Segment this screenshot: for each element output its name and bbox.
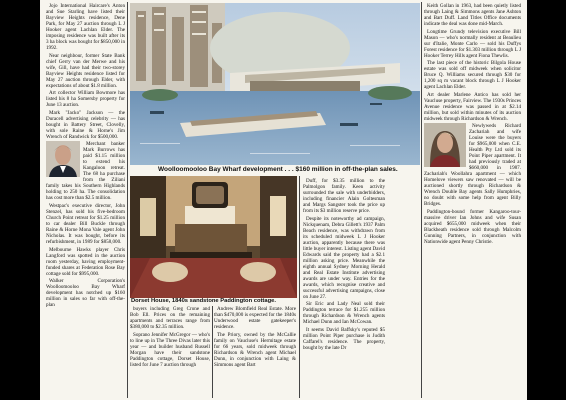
- mark-burrows-portrait: [46, 141, 80, 177]
- paragraph-stenzel: Westpac's executive director, John Stenzel, has sold his five-bedroom Church Point retreat for $1.25 million to car dealer Bill Buckle through Raine & Horne Mona Vale agent John Nicholas. It was bought, before its refurbishment, in 1989 for $858,000.: [46, 202, 125, 245]
- paragraph-gollan: Keith Gollan in 1963, had been quietly listed through Laing & Simmons agents Jane Ashton and Bart Duff. Land Titles Office documents indicate the deal was done mid-March.: [424, 3, 521, 27]
- paragraph-anton-starling: Jojo International Haircare's Anton and Sue Starling have listed their Bayview Heights residence, Dene Park, for May 27 auction through L J Hooker agent Lachlan Elder. The imposing residence was built after its 3 ha block was bought for $850,000 in 1992.: [46, 3, 125, 51]
- paragraph-jackson: Mark "Jacko" Jackson — the Duracell advertising celebrity — has bought in Battery Street, Clovelly, with sole Raine & Horne's Jim Wrench of Randwick for $500,000.: [46, 109, 125, 140]
- wharf-caption: Woolloomooloo Bay Wharf development . . . $160 million in off-the-plan sales.: [158, 166, 398, 173]
- paragraph-van-der-merwe: Near neighbour, former State Bank chief Gerry van der Merwe and his wife, Gill, have had their two-storey Bayview Heights residence listed for May 27 auction through Elder, with expectations of about $1.8 million.: [46, 52, 125, 89]
- paragraph-johns: Paddington-bound former Kangaroo-tour-massive driver Ian Johns and wife Susan acquired $655,000 midweek when their Blackheath residence sold through Malcolm Gunning Partners, in conjunction with Nationwide agent Penny Christie.: [424, 208, 521, 245]
- paragraph-mcgregor: Soprano Jennifer McGregor — who's to line up in The Three Divas later this year — and builder husband Russell Morgan have their sandstone Paddington cottage, Dorset House, listed for June 7 auction through: [130, 331, 210, 368]
- column-rule: [299, 176, 300, 398]
- paragraph-bilgola: The last piece of the historic Bilgola House estate was sold off midweek when solicitor Bruce Q. Williams secured through $30 for 1,200 sq m vacant block through L J Hooker agent Lachlan Elder.: [424, 60, 521, 91]
- paragraph-burrows: Merchant banker Mark Burrows has paid $1.15 million to extend his Kangaloon retreat. The 68 ha purchase from the Ziliani family takes his Southern Highlands holding to 250 ha. The consolidation has cost more than $2.5 million.: [46, 141, 125, 202]
- paragraph-neal: Sir Eric and Lady Neal sold their Paddington terrace for $1.255 million through Richardson & Wrench agents Michael Dunn and Ian McCowan.: [303, 301, 385, 326]
- paragraph-gillett: Despite its noteworthy ad campaign, Nickquenam, Debra Gillett's 1937 Palm Beach residence, was withdrawn from its scheduled midweek L J Hooker auction, apparently because there was little buyer interest. Listing agent David Edwards said the property had a $2.1 million asking price. Meanwhile the eighth annual Sydney Morning Herald and Real Estate Institute advertising awards are under way. Entries for the awards, which recognise creative and successful advertising campaigns, close on June 27.: [303, 215, 385, 300]
- paragraph-blomfield: Andrew Blomfield Real Estate. More than $470,000 is expected for the 1840s Underwood estate gatekeeper's residence.: [214, 306, 296, 330]
- paragraph-duff: Duff, for $3.35 million to the Palmolgon family. Keen activity surrounded the sale with underbidders, including financier Alain Goltesman and Margs Sangster took the price up from its $3 million reserve price.: [303, 178, 385, 214]
- paragraph-antico: Art dealer Marlene Antico has sold her Vaucluse property, Fairview. The 1930s Princes Avenue residence was passed in at $2.14 million, but sold within minutes of its auction midweek through Richardson & Wrench.: [424, 91, 521, 122]
- column-3: [214, 306, 296, 398]
- paragraph-walker: Walker Corporation's Woolloomooloo Bay Wharf development has notched up $160 million in sales so far with off-the-plan: [46, 278, 125, 309]
- paragraph-baffsky: It seems David Baffsky's reputed $5 million Point Piper purchase is Judith Caffarel's residence. The property, bought by the late Dr: [303, 326, 385, 351]
- paragraph-bowmore: Art collector William Bowmore has listed his 8 ha Somersby property for June 13 auction.: [46, 90, 125, 109]
- column-rule: [421, 2, 422, 398]
- zachariah-portrait: [424, 123, 466, 167]
- dorset-house-photo: [130, 176, 297, 298]
- paragraph-langford: Melbourne Hawks player Chris Langford was spotted in the auction room yesterday, having employment-funded shares at Federation Rose Bay cottage sold for $995,000.: [46, 246, 125, 277]
- column-2: [130, 306, 210, 398]
- paragraph-priory: The Priory, owned by the McCallie family on Vaucluse's Hermitage estate for 66 years, sold midweek through Richardson & Wrench agent Michael Dunn, in conjunction with Laing & Simmons agent Bart: [214, 331, 296, 368]
- newspaper-page: [40, 0, 527, 400]
- column-rule: [127, 2, 128, 398]
- column-rule: [212, 306, 213, 398]
- dorset-house-caption: Dorset House, 1840s sandstone Paddington cottage.: [131, 298, 276, 304]
- paragraph-mason: Longtime Grundy television executive Bill Mason — who's normally resident at Beaulieu sur d'Italie, Monte Carlo — sold his Duffys Forest residence for $1.303 million through L J Hooker Terrey Hills agent Fiona Thewlis.: [424, 28, 521, 59]
- column-1: [46, 3, 125, 398]
- wharf-development-photo: [130, 3, 420, 165]
- paragraph-zachariah: Newlyweds Richard Zachariah and wife Louise were the buyers for $965,000 when C.E. Health Pty Ltd sold its Point Piper apartment. It had previously traded at $660,000 in 1987. Zachariah's Woollahra apartment — which Homelove viewers saw renovated — will be auctioned shortly through Richardson & Wrench Double Bay agents Sally Humphries, no doubt with some help from agent Billy Bridges.: [424, 123, 521, 208]
- column-4: [303, 178, 385, 398]
- column-5: [424, 3, 521, 398]
- paragraph-dorset-buyers: buyers including Greg Crone and Bob Ell. Prices on the remaining apartments and terraces range from $380,000 to $2.35 million.: [130, 306, 210, 330]
